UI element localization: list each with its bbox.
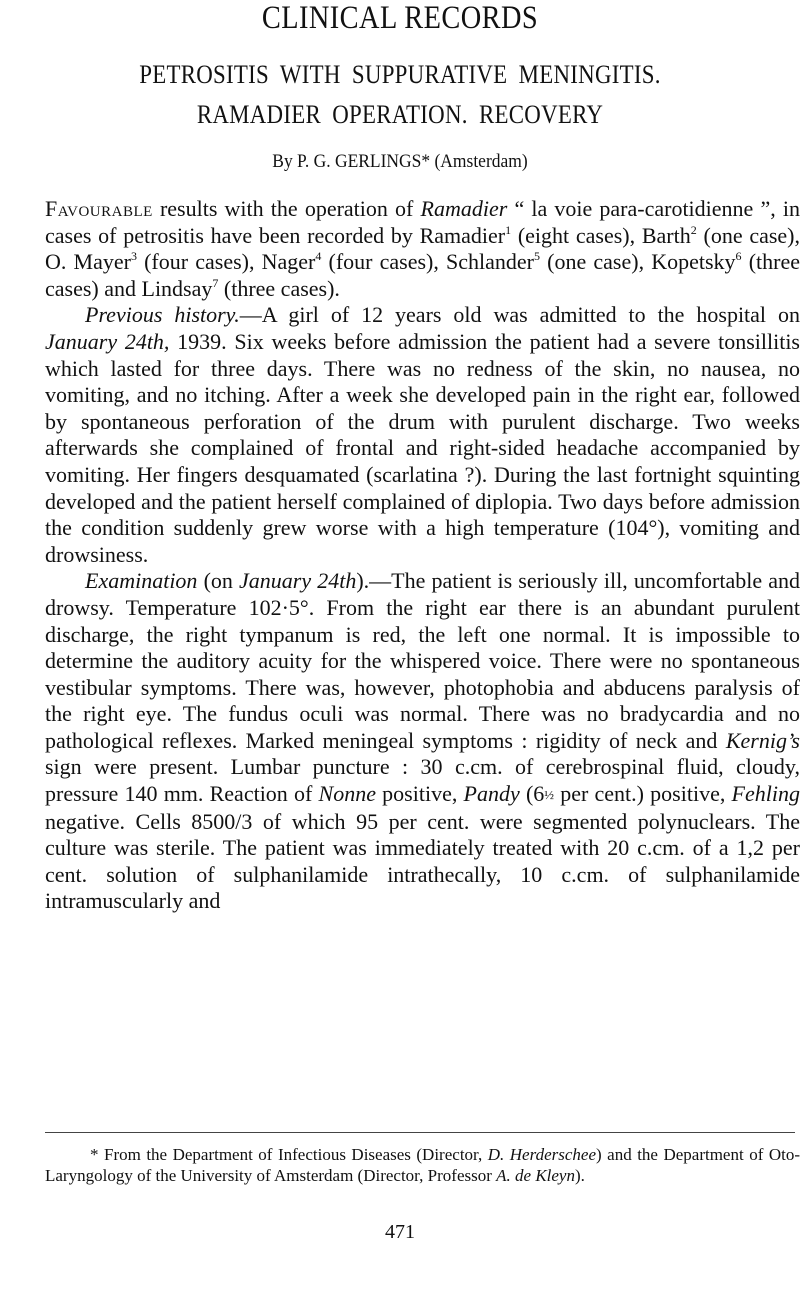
admission-date: January 24th, [45,328,170,354]
text-run: 1939. Six weeks before admission the patient had a severe tonsillitis which lasted for three days. There was no redness of the skin, no nausea, no vomiting, and no itching. After a week she developed pain in the right ear, followed by spontaneous perforation of the drum with purulent discharge. Two weeks afterwards she complained of frontal and right-sided headache accompanied by vomiting. Her fingers desquamated (scarlatina ?). During the last fortnight squinting developed and the patient herself complained of diplopia. Two days before admission the condition suddenly grew worse with a high temperature (104°), vomiting and drowsiness. [45,328,800,567]
text-run: (on [197,568,240,594]
text-run: ) and the Department of Oto-Laryngology of the University of Amsterdam (Director, Professor [45,1145,800,1185]
pandy-fraction: ½ [544,787,555,803]
text-run: * From the Department of Infectious Diseases (Director, [90,1145,488,1164]
reference-7: 7 [212,275,219,290]
reference-2: 2 [690,222,697,237]
reference-1: 1 [505,222,512,237]
fehling-reaction: Fehling [731,781,800,807]
nonne-reaction: Nonne [318,781,376,807]
footnote-divider [45,1132,795,1133]
text-run: —A girl of 12 years old was admitted to the hospital on [239,302,800,328]
text-run: (four cases), Schlander [321,249,534,275]
text-run: (three cases) and Lindsay [45,249,800,301]
kernig-sign: Kernig’s [725,727,800,753]
text-run: “ la voie para-carotidienne ”, in cases of petrositis have been recorded by Ramadier [45,196,800,248]
footnote-paragraph [45,1145,800,1186]
text-run: (6 [519,781,545,807]
ramadier-italic: Ramadier [420,196,508,221]
lead-word: Favourable [45,196,153,221]
text-run: results with the operation of [152,196,421,221]
author-byline: By P. G. GERLINGS* (Amsterdam) [272,151,528,172]
text-run: (one case), O. Mayer [45,222,800,275]
section-title: CLINICAL RECORDS [261,0,539,36]
article-body [45,196,800,915]
article-title-line-2: RAMADIER OPERATION. RECOVERY [196,100,604,129]
previous-history-paragraph [45,302,800,568]
examination-heading: Examination [85,568,198,594]
reference-5: 5 [534,249,540,264]
reference-3: 3 [130,249,137,264]
text-run: sign were present. Lumbar puncture : 30 c.cm. of cerebrospinal fluid, cloudy, pressure 140 mm. Reaction of [45,754,800,807]
footnote [45,1145,800,1186]
intro-paragraph [45,196,800,302]
reference-6: 6 [735,249,742,264]
director-herderschee: D. Herderschee [487,1145,597,1164]
text-run: (three cases). [218,275,340,301]
text-run: (eight cases), Barth [511,222,691,248]
text-run: ). [574,1165,585,1185]
page-number: 471 [385,1221,415,1243]
examination-date: January 24th [239,568,357,594]
pandy-reaction: Pandy [463,781,520,807]
text-run: (one case), Kopetsky [540,249,736,275]
article-title-line-1: PETROSITIS WITH SUPPURATIVE MENINGITIS. [139,60,661,89]
text-run: (four cases), Nager [136,249,316,275]
examination-paragraph [45,568,800,915]
director-de-kleyn: A. de Kleyn [496,1165,575,1185]
previous-history-heading: Previous history. [85,302,240,328]
text-run: negative. Cells 8500/3 of which 95 per cent. were segmented polynuclears. The culture was sterile. The patient was immediately treated with 20 c.cm. of a 1,2 per cent. solution of sulphanilamide intrathecally, 10 c.cm. of sulphanilamide intramuscularly and [45,808,800,914]
text-run: positive, [375,781,464,807]
text-run: per cent.) positive, [554,781,732,807]
text-run: ).—The patient is seriously ill, uncomfortable and drowsy. Temperature 102·5°. From the right ear there is an abundant purulent discharge, the right tympanum is red, the left one normal. It is impossible to determine the auditory acuity for the whispered voice. There were no spontaneous vestibular symptoms. There was, however, photophobia and abducens paralysis of the right eye. The fundus oculi was normal. There was no bradycardia and no pathological reflexes. Marked meningeal symptoms : rigidity of neck and [45,568,800,753]
reference-4: 4 [315,249,322,264]
